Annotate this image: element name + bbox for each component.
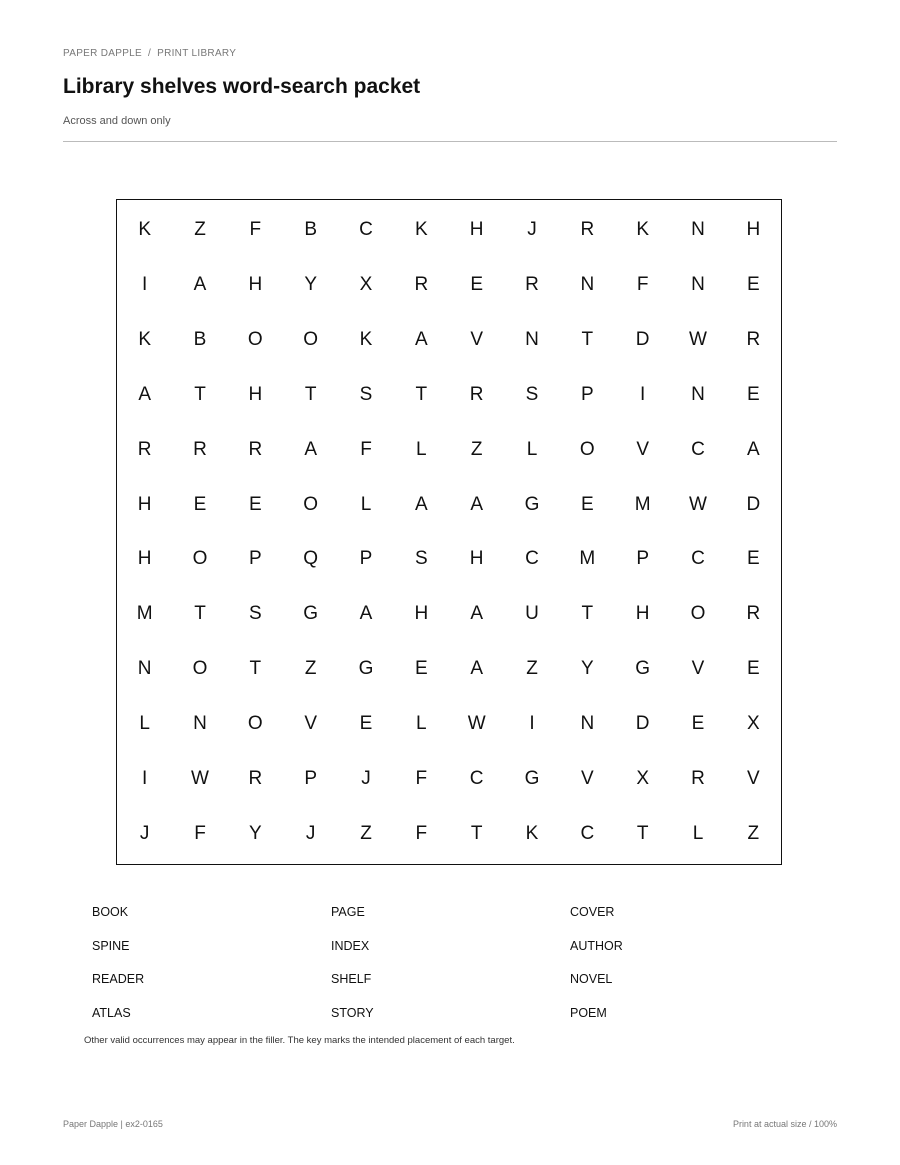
grid-cell[interactable]: R [525,274,539,296]
grid-cell[interactable]: G [524,767,540,789]
grid-cell[interactable]: O [192,548,208,570]
grid-cell[interactable]: R [691,767,705,789]
word-list-item: AUTHOR [570,938,623,953]
grid-cell[interactable]: E [193,493,207,515]
grid-cell[interactable]: H [635,603,650,625]
grid-cell[interactable]: T [194,603,206,625]
grid-cell[interactable]: P [304,767,317,789]
grid-cell[interactable]: H [248,383,263,405]
breadcrumb [63,48,236,59]
grid-cell[interactable]: O [579,438,595,460]
grid-cell[interactable]: D [635,329,650,351]
grid-cell[interactable]: T [581,329,594,351]
grid-cell[interactable]: K [525,822,539,844]
grid-cell[interactable]: V [304,712,317,734]
grid-cell[interactable]: P [580,383,594,405]
grid-cell[interactable]: Z [360,822,372,844]
word-search-grid [116,199,782,865]
grid-cell[interactable]: C [691,438,705,460]
grid-cell[interactable]: R [580,219,595,241]
page-subtitle: Across and down only [63,115,171,127]
breadcrumb-section[interactable]: PRINT LIBRARY [157,48,237,59]
grid-cell[interactable]: S [525,383,539,405]
grid-cell[interactable]: L [526,438,538,460]
grid-cell[interactable]: G [303,603,319,625]
grid-cell[interactable]: K [414,219,428,241]
grid-cell[interactable]: M [634,493,651,515]
grid-cell[interactable]: S [248,603,262,625]
grid-cell[interactable]: N [137,658,152,680]
grid-cell[interactable]: R [746,329,761,351]
grid-cell[interactable]: H [414,603,429,625]
grid-cell[interactable]: X [636,767,649,789]
grid-cell[interactable]: W [191,767,209,789]
grid-cell[interactable]: T [470,822,483,844]
grid-cell[interactable]: N [525,329,539,351]
grid-cell[interactable]: A [470,658,483,680]
grid-cell[interactable]: E [746,274,760,296]
grid-cell[interactable]: O [303,493,319,515]
grid-cell[interactable]: F [360,438,372,460]
word-list-item: ATLAS [92,1005,131,1020]
grid-cell[interactable]: R [193,438,207,460]
grid-cell[interactable]: M [136,603,153,625]
grid-cell[interactable]: Y [580,658,594,680]
grid-cell[interactable]: H [137,493,152,515]
grid-cell[interactable]: G [635,658,651,680]
word-list-item: BOOK [92,905,129,919]
grid-cell[interactable]: V [746,767,760,789]
grid-cell[interactable]: P [248,548,262,570]
grid-cell[interactable]: E [746,658,760,680]
grid-cell[interactable]: I [529,712,535,734]
footer-source: Paper Dapple | ex2-0165 [63,1119,163,1129]
grid-cell[interactable]: C [580,822,595,844]
word-list-item: STORY [331,1005,374,1020]
grid-cell[interactable]: E [580,493,594,515]
grid-cell[interactable]: Z [747,822,760,844]
grid-cell[interactable]: G [524,493,540,515]
grid-cell[interactable]: A [470,493,483,515]
grid-cell[interactable]: R [746,603,761,625]
grid-cell[interactable]: O [303,329,319,351]
grid-cell[interactable]: S [414,548,428,570]
grid-cell[interactable]: F [415,767,428,789]
grid-cell[interactable]: S [359,383,373,405]
grid-cell[interactable]: Y [304,274,317,296]
grid-cell[interactable]: V [470,329,483,351]
grid-cell[interactable]: L [692,822,704,844]
grid-cell[interactable]: J [527,219,537,241]
footer-print-hint: Print at actual size / 100% [732,1119,837,1129]
grid-cell[interactable]: C [359,219,373,241]
word-list-item: NOVEL [570,972,613,986]
grid-cell[interactable]: U [525,603,539,625]
placement-note: Other valid occurrences may appear in the filler. The key marks the intended placement of each target. [84,1035,515,1046]
grid-cell[interactable]: W [689,493,707,515]
grid-cell[interactable]: R [414,274,429,296]
grid-cell[interactable]: F [249,219,262,241]
grid-cell[interactable]: H [469,548,484,570]
grid-cell[interactable]: E [248,493,262,515]
word-list-item: READER [92,972,145,986]
grid-cell[interactable]: P [359,548,373,570]
header-divider [63,141,837,142]
grid-cell[interactable]: N [691,274,705,296]
grid-cell[interactable]: G [358,658,374,680]
grid-cell[interactable]: J [305,822,316,844]
grid-cell[interactable]: Q [303,548,319,570]
grid-cell[interactable]: Z [470,438,483,460]
grid-cell[interactable]: E [746,548,760,570]
grid-cell[interactable]: A [470,603,483,625]
grid-cell[interactable]: Z [304,658,317,680]
grid-cell[interactable]: O [247,712,263,734]
grid-cell[interactable]: P [636,548,649,570]
grid-cell[interactable]: N [193,712,207,734]
grid-cell[interactable]: E [414,658,428,680]
grid-cell[interactable]: F [636,274,649,296]
grid-cell[interactable]: E [691,712,705,734]
grid-cell[interactable]: X [359,274,373,296]
grid-cell[interactable]: C [525,548,539,570]
word-list [92,905,812,1039]
grid-cell[interactable]: K [138,329,151,351]
grid-cell[interactable]: H [137,548,152,570]
grid-cell[interactable]: D [635,712,650,734]
grid-cell[interactable]: R [248,767,263,789]
grid-cell[interactable]: K [359,329,373,351]
grid-cell[interactable]: N [691,219,705,241]
grid-cell[interactable]: A [304,438,317,460]
grid-cell[interactable]: W [689,329,707,351]
grid-cell[interactable]: C [691,548,705,570]
grid-cell[interactable]: A [193,274,207,296]
grid-cell[interactable]: O [247,329,263,351]
breadcrumb-brand[interactable]: PAPER DAPPLE [63,48,143,59]
grid-cell[interactable]: F [194,822,206,844]
grid-cell[interactable]: X [746,712,760,734]
grid-cell[interactable]: T [415,383,428,405]
breadcrumb-separator: / [148,48,152,59]
grid-cell[interactable]: T [304,383,317,405]
grid-cell[interactable]: T [581,603,594,625]
grid-cell[interactable]: R [248,438,263,460]
grid-cell[interactable]: L [416,712,427,734]
grid-cell[interactable]: L [360,493,372,515]
word-list-item: POEM [570,1005,607,1020]
grid-cell[interactable]: J [139,822,150,844]
grid-cell[interactable]: L [139,712,150,734]
grid-cell[interactable]: F [415,822,428,844]
grid-cell[interactable]: N [580,274,595,296]
grid-cell[interactable]: O [192,658,208,680]
grid-cell[interactable]: R [137,438,152,460]
grid-cell[interactable]: C [469,767,484,789]
grid-cell[interactable]: M [579,548,596,570]
grid-cell[interactable]: V [580,767,594,789]
grid-cell[interactable]: V [636,438,649,460]
word-list-item: COVER [570,905,615,919]
grid-cell[interactable]: K [138,219,151,241]
word-list-item: INDEX [331,938,370,953]
grid-cell[interactable]: K [636,219,649,241]
grid-cell[interactable]: D [746,493,761,515]
grid-cell[interactable]: Z [194,219,206,241]
grid-cell[interactable]: H [248,274,263,296]
grid-cell[interactable]: R [469,383,484,405]
grid-cell[interactable]: H [746,219,761,241]
grid-cell[interactable]: E [359,712,373,734]
grid-cell[interactable]: O [690,603,706,625]
grid-cell[interactable]: L [416,438,427,460]
grid-cell[interactable]: T [636,822,649,844]
grid-cell[interactable]: I [142,274,148,296]
word-list-item: SHELF [331,972,372,986]
grid-cell[interactable]: Y [248,822,262,844]
grid-cell[interactable]: H [469,219,484,241]
grid-cell[interactable]: B [193,329,207,351]
grid-cell[interactable]: E [470,274,483,296]
grid-cell[interactable]: T [249,658,262,680]
grid-cell[interactable]: A [414,329,428,351]
grid-cell[interactable]: A [746,438,760,460]
page-title: Library shelves word-search packet [63,75,421,98]
grid-cell[interactable]: N [691,383,705,405]
grid-cell[interactable]: Z [526,658,538,680]
grid-cell[interactable]: A [414,493,428,515]
grid-cell[interactable]: A [359,603,373,625]
grid-cell[interactable]: W [467,712,486,734]
grid-cell[interactable]: A [138,383,151,405]
grid-cell[interactable]: J [361,767,371,789]
grid-cell[interactable]: B [304,219,317,241]
grid-cell[interactable]: V [691,658,705,680]
grid-cell[interactable]: T [194,383,206,405]
grid-cell[interactable]: E [746,383,760,405]
word-list-item: PAGE [331,905,365,919]
word-list-item: SPINE [92,938,130,953]
grid-cell[interactable]: I [640,383,646,405]
grid-cell[interactable]: I [142,767,148,789]
grid-cell[interactable]: N [580,712,595,734]
